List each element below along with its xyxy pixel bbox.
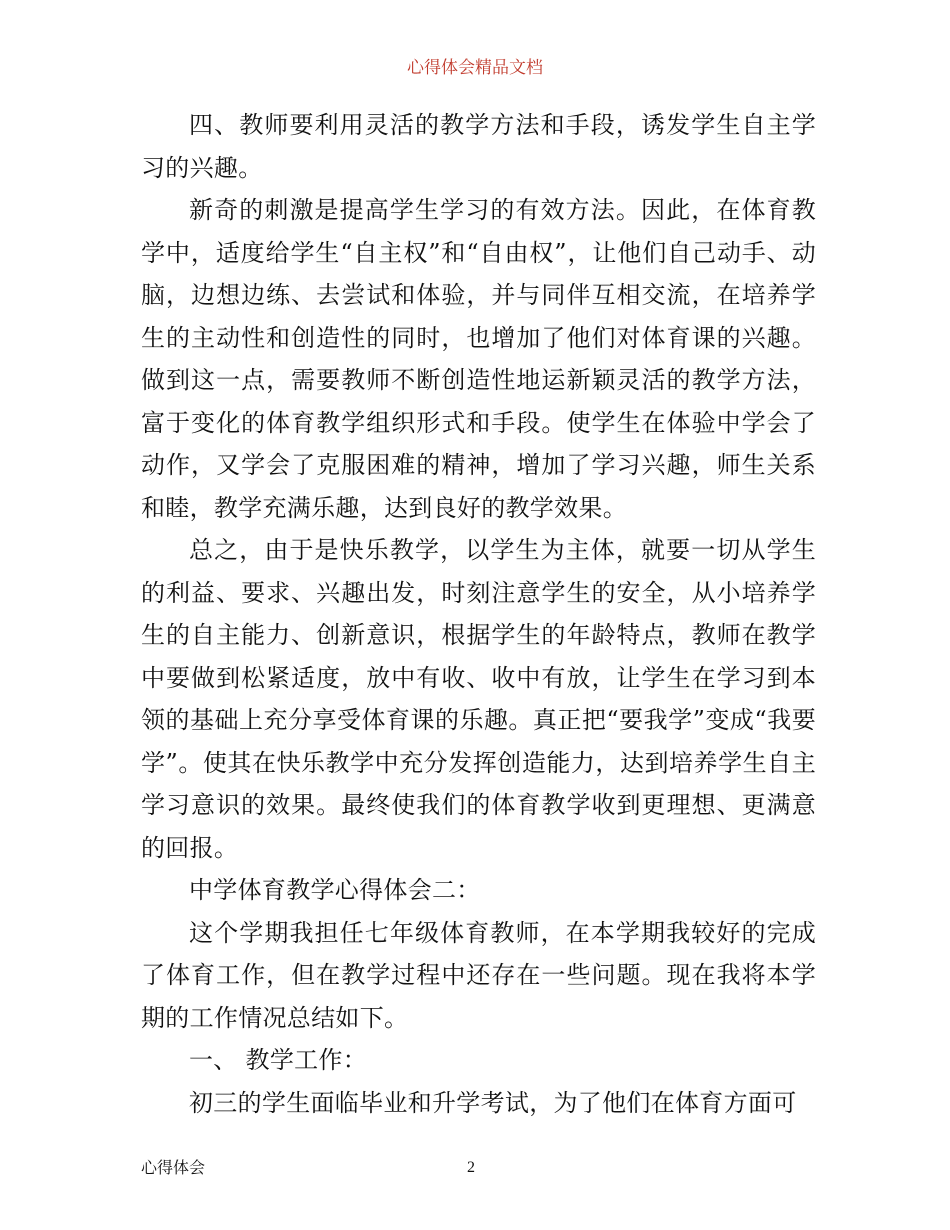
paragraph-semester-intro: 这个学期我担任七年级体育教师，在本学期我较好的完成了体育工作，但在教学过程中还存在一些问题。现在我将本学期的工作情况总结如下。	[141, 918, 816, 1032]
header-title: 心得体会精品文档	[407, 58, 543, 78]
paragraph-novel-stimulation: 新奇的刺激是提高学生学习的有效方法。因此，在体育教学中，适度给学生“自主权”和“自由权”，让他们自己动手、动脑，边想边练、去尝试和体验，并与同伴互相交流，在培养学生的主动性和创造性的同时，也增加了他们对体育课的兴趣。做到这一点，需要教师不断创造性地运新颖灵活的教学方法，富于变化的体育教学组织形式和手段。使学生在体验中学会了动作，又学会了克服困难的精神，增加了学习兴趣，师生关系和睦，教学充满乐趣，达到良好的教学效果。	[141, 196, 816, 522]
document-body	[141, 104, 816, 1124]
page-footer	[0, 1157, 950, 1179]
paragraph-summary: 总之，由于是快乐教学，以学生为主体，就要一切从学生的利益、要求、兴趣出发，时刻注意学生的安全，从小培养学生的自主能力、创新意识，根据学生的年龄特点，教师在教学中要做到松紧适度，放中有收、收中有放，让学生在学习到本领的基础上充分享受体育课的乐趣。真正把“要我学”变成“我要学”。使其在快乐教学中充分发挥创造能力，达到培养学生自主学习意识的效果。最终使我们的体育教学收到更理想、更满意的回报。	[141, 536, 816, 862]
paragraph-part-two-title: 中学体育教学心得体会二：	[189, 876, 481, 904]
footer-label: 心得体会	[141, 1158, 206, 1177]
paragraph-section-four-heading: 四、教师要利用灵活的教学方法和手段，诱发学生自主学习的兴趣。	[141, 111, 816, 182]
paragraph-teaching-work-heading: 一、 教学工作：	[189, 1046, 368, 1074]
page-header	[0, 56, 950, 80]
paragraph-grade-nine-students: 初三的学生面临毕业和升学考试，为了他们在体育方面可	[189, 1088, 797, 1117]
page-number: 2	[467, 1159, 475, 1176]
